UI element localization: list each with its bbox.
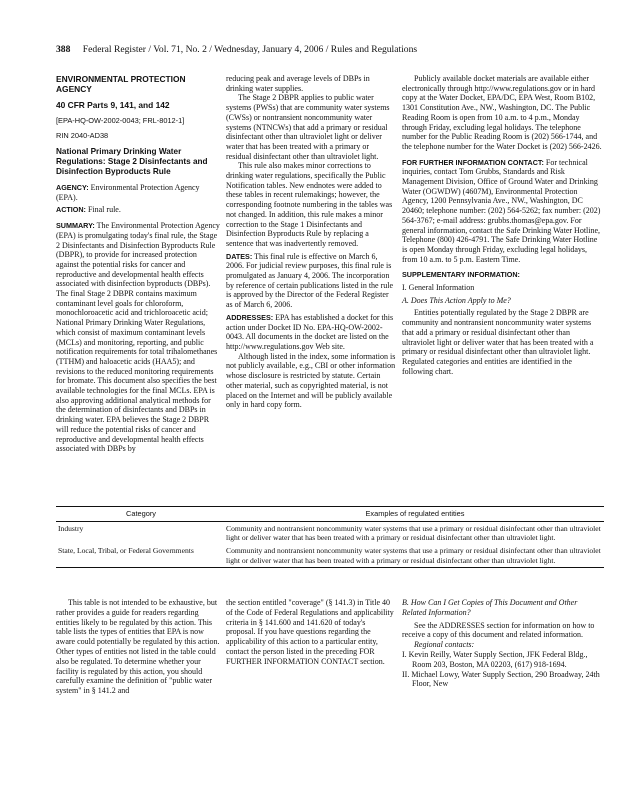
action-label: ACTION: — [56, 205, 86, 215]
table-cell-examples: Community and nontransient noncommunity water systems that use a primary or residual disinfectant other than ultraviolet light or deliver water that has been treated with a primary or residual disinfectant other than ultraviolet light. — [226, 546, 601, 565]
action-text: Final rule. — [87, 205, 121, 215]
table-header-category: Category — [126, 509, 156, 519]
addresses-label: ADDRESSES: — [226, 312, 274, 322]
sub-heading: A. Does This Action Apply to Me? — [402, 295, 511, 305]
rule-title: National Primary Drinking Water Regulations: Stage 2 Disinfectants and Disinfection Byproducts Rule — [56, 147, 208, 176]
column-1 — [56, 74, 220, 454]
table-cell-category: State, Local, Tribal, or Federal Governments — [58, 546, 194, 556]
column-2 — [226, 74, 396, 410]
table-header-row — [56, 506, 604, 522]
contact-label: FOR FURTHER INFORMATION CONTACT: — [402, 157, 544, 167]
col2-para-3: This rule also makes minor corrections to drinking water regulations, specifically the Public Notification tables. New endnotes were added to these tables in recent rulemakings; however, the corresponding footnote numbering in the tables was not changed. In addition, this rule makes a minor correction to the Stage 1 Disinfectants and Disinfection Byproducts Rule by replacing a sentence that was inadvertently removed. — [226, 161, 393, 248]
running-head-text: Federal Register / Vol. 71, No. 2 / Wednesday, January 4, 2006 / Rules and Regulations — [82, 44, 418, 55]
bottom-column-1 — [56, 598, 220, 696]
rin: RIN 2040-AD38 — [56, 131, 109, 140]
regional-contacts-label: Regional contacts: — [414, 640, 475, 650]
running-header — [56, 44, 596, 55]
regional-contact-2: II. Michael Lowy, Water Supply Section, 290 Broadway, 24th Floor, New — [402, 669, 600, 689]
table-cell-category: Industry — [58, 524, 84, 533]
addresses-text: EPA has established a docket for this action under Docket ID No. EPA-HQ-OW-2002-0043. All documents in the docket are listed on the http://www.regulations.gov Web site. — [226, 312, 394, 351]
bottom-column-3 — [402, 598, 602, 689]
page-number: 388 — [56, 44, 71, 55]
col2-para-4: Although listed in the index, some information is not publicly available, e.g., CBI or other information whose disclosure is restricted by statute. Certain other material, such as copyrighted material, is not placed on the Internet and will be publicly available only in hard copy form. — [226, 351, 396, 410]
cfr-parts: 40 CFR Parts 9, 141, and 142 — [56, 100, 170, 110]
table-cell-examples: Community and nontransient noncommunity water systems that use a primary or residual disinfectant other than ultraviolet light or deliver water that has been treated with a primary or residual disinfectant other than ultraviolet light. — [226, 524, 601, 543]
regulated-entities-table — [56, 506, 604, 568]
agency-label: AGENCY: — [56, 183, 89, 192]
section-heading: I. General Information — [402, 283, 475, 293]
regional-contact-1: I. Kevin Reilly, Water Supply Section, JFK Federal Bldg., Room 203, Boston, MA 02203, (617) 918-1694. — [402, 649, 588, 669]
table-row — [56, 544, 604, 566]
supplementary-label: SUPPLEMENTARY INFORMATION: — [402, 270, 520, 280]
copies-heading: B. How Can I Get Copies of This Document and Other Related Information? — [402, 598, 578, 617]
col2-para-1: reducing peak and average levels of DBPs in drinking water supplies. — [226, 74, 370, 93]
col3-para-2: Entities potentially regulated by the Stage 2 DBPR are community and nontransient noncommunity water systems that add a primary or residual disinfectant other than ultraviolet light or deliver water that has been treated with a primary or residual disinfectant other than ultraviolet light. Regulated categories and entities are identified in the following chart. — [402, 308, 594, 376]
agency-name: ENVIRONMENTAL PROTECTION AGENCY — [56, 74, 186, 94]
table-row — [56, 522, 604, 544]
dates-text: This final rule is effective on March 6, 2006. For judicial review purposes, this final rule is promulgated as January 4, 2006. The incorporation by reference of certain publications listed in the rule is approved by the Director of the Federal Register as of March 6, 2006. — [226, 251, 394, 310]
summary-label: SUMMARY: — [56, 221, 95, 231]
bottom-col1-text: This table is not intended to be exhaustive, but rather provides a guide for readers regarding entities likely to be regulated by this action. This table lists the types of entities that EPA is now aware could potentially be regulated by this action. Other types of entities not listed in the table could also be regulated. To determine whether your facility is regulated by this action, you should carefully examine the definition of "public water system" in § 141.2 and — [56, 598, 220, 696]
column-3 — [402, 74, 602, 376]
bottom-col2-text: the section entitled "coverage" (§ 141.3) in Title 40 of the Code of Federal Regulations and applicability criteria in § 141.600 and 141.620 of today's proposal. If you have questions regarding the applicability of this action to a particular entity, contact the person listed in the preceding FOR FURTHER INFORMATION CONTACT section. — [226, 598, 394, 666]
docket-id: [EPA-HQ-OW-2002-0043; FRL-8012-1] — [56, 116, 185, 125]
summary-text: The Environmental Protection Agency (EPA) is promulgating today's final rule, the Stage 2 Disinfectants and Disinfection Byproducts Rule (DBPR), to provide for increased protection against the potential risks for cancer and reproductive and developmental health effects associated with disinfection byproducts (DBPs). The final Stage 2 DBPR contains maximum contaminant level goals for chloroform, monochloroacetic acid and trichloroacetic acid; National Primary Drinking Water Regulations, which consist of maximum contaminant levels (MCLs) and monitoring, reporting, and public notification requirements for total trihalomethanes (TTHM) and haloacetic acids (HAA5); and revisions to the reduced monitoring requirements for bromate. This document also specifies the best available technologies for the final MCLs. EPA is also approving additional analytical methods for the determination of disinfectants and DBPs in drinking water. EPA believes the Stage 2 DBPR will reduce the potential risks of cancer and reproductive and developmental health effects associated with DBPs by — [56, 221, 220, 454]
col2-para-2: The Stage 2 DBPR applies to public water systems (PWSs) that are community water systems (CWSs) or nontransient noncommunity water systems (NTNCWs) that add a primary or residual disinfectant other than ultraviolet light or deliver water that has been treated with a primary or residual disinfectant other than ultraviolet light. — [226, 93, 390, 161]
table-header-examples: Examples of regulated entities — [365, 509, 465, 519]
agency-text: Environmental Protection Agency (EPA). — [56, 183, 200, 202]
contact-text: For technical inquiries, contact Tom Grubbs, Standards and Risk Management Division, Office of Ground Water and Drinking Water (OGWDW) (4607M), Environmental Protection Agency, 1200 Pennsylvania Ave., NW., Washington, DC 20460; telephone number: (202) 564-5262; fax number: (202) 564-3767; e-mail address: grubbs.thomas@epa.gov. For general information, contact the Safe Drinking Water Hotline, Telephone (800) 426-4791. The Safe Drinking Water Hotline is open Monday through Friday, excluding legal holidays, from 10 a.m. to 5 p.m. Eastern Time. — [402, 157, 601, 264]
dates-label: DATES: — [226, 251, 253, 261]
bottom-column-2 — [226, 598, 396, 667]
copies-text: See the ADDRESSES section for information on how to receive a copy of this document and related information. — [402, 620, 595, 640]
table-body — [56, 522, 604, 568]
col3-para-1: Publicly available docket materials are available either electronically through http://www.regulations.gov or in hard copy at the Water Docket, EPA/DC, EPA West, Room B102, 1301 Constitution Ave., NW., Washington, DC. The Public Reading Room is open from 10 a.m. to 4 p.m., Monday through Friday, excluding legal holidays. The telephone number for the Public Reading Room is (202) 566-1744, and the telephone number for the Water Docket is (202) 566-2426. — [402, 74, 602, 151]
